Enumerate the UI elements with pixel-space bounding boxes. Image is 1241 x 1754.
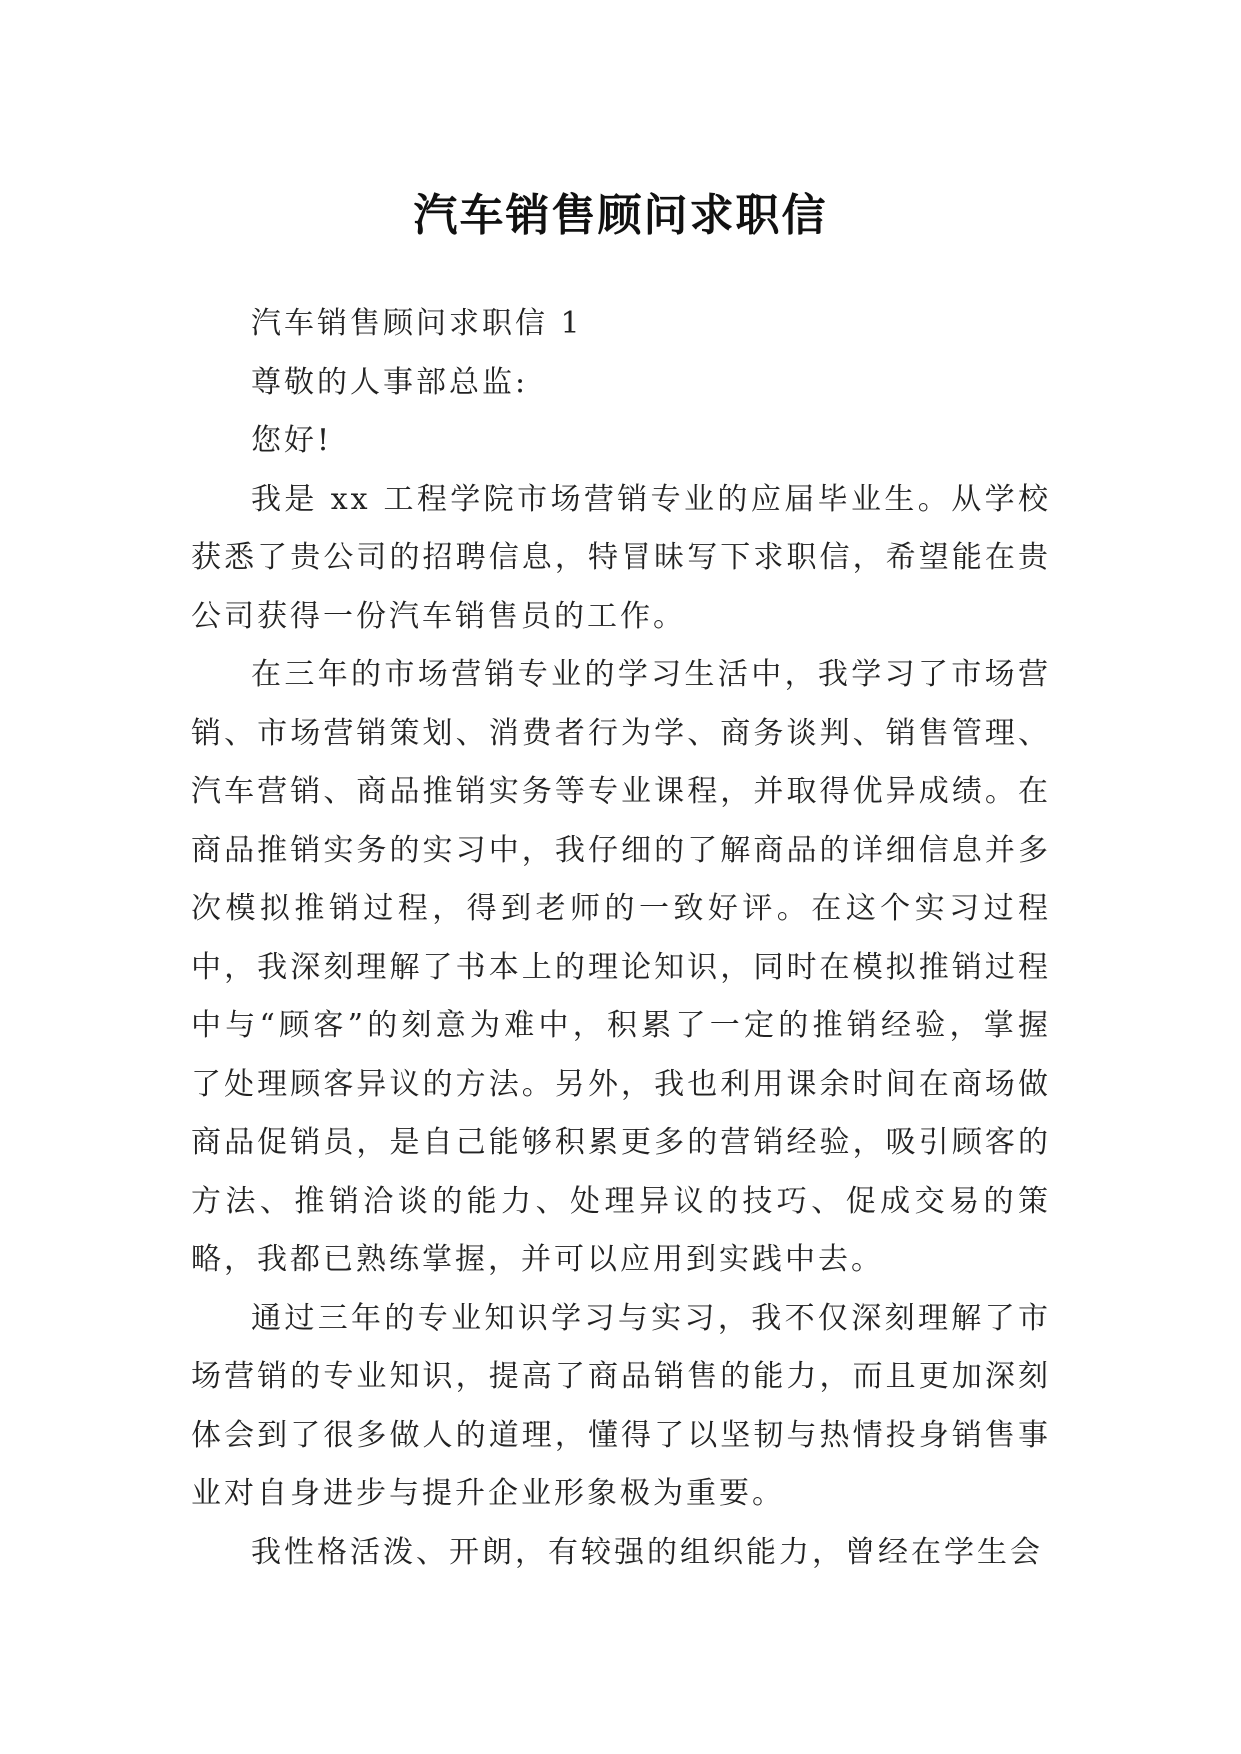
paragraph-intro: 我是 xx 工程学院市场营销专业的应届毕业生。从学校获悉了贵公司的招聘信息，特冒昧写下求职信，希望能在贵公司获得一份汽车销售员的工作。 [191,481,1051,634]
paragraph-greeting: 您好! [251,423,333,458]
document-title: 汽车销售顾问求职信 [413,190,828,242]
paragraph-experience: 通过三年的专业知识学习与实习，我不仅深刻理解了市场营销的专业知识，提高了商品销售的能力，而且更加深刻体会到了很多做人的道理，懂得了以坚韧与热情投身销售事业对自身进步与提升企业形象极为重要。 [191,1300,1051,1511]
paragraph-heading: 汽车销售顾问求职信 1 [251,306,583,341]
paragraph-personality: 我性格活泼、开朗，有较强的组织能力，曾经在学生会 [251,1534,1043,1570]
paragraph-salutation: 尊敬的人事部总监: [251,364,529,400]
paragraph-study: 在三年的市场营销专业的学习生活中，我学习了市场营销、市场营销策划、消费者行为学、商务谈判、销售管理、汽车营销、商品推销实务等专业课程，并取得优异成绩。在商品推销实务的实习中，我仔细的了解商品的详细信息并多次模拟推销过程，得到老师的一致好评。在这个实习过程中，我深刻理解了书本上的理论知识，同时在模拟推销过程中与“顾客”的刻意为难中，积累了一定的推销经验，掌握了处理顾客异议的方法。另外，我也利用课余时间在商场做商品促销员，是自己能够积累更多的营销经验，吸引顾客的方法、推销洽谈的能力、处理异议的技巧、促成交易的策略，我都已熟练掌握，并可以应用到实践中去。 [191,657,1051,1277]
document-body [191,295,1051,1582]
